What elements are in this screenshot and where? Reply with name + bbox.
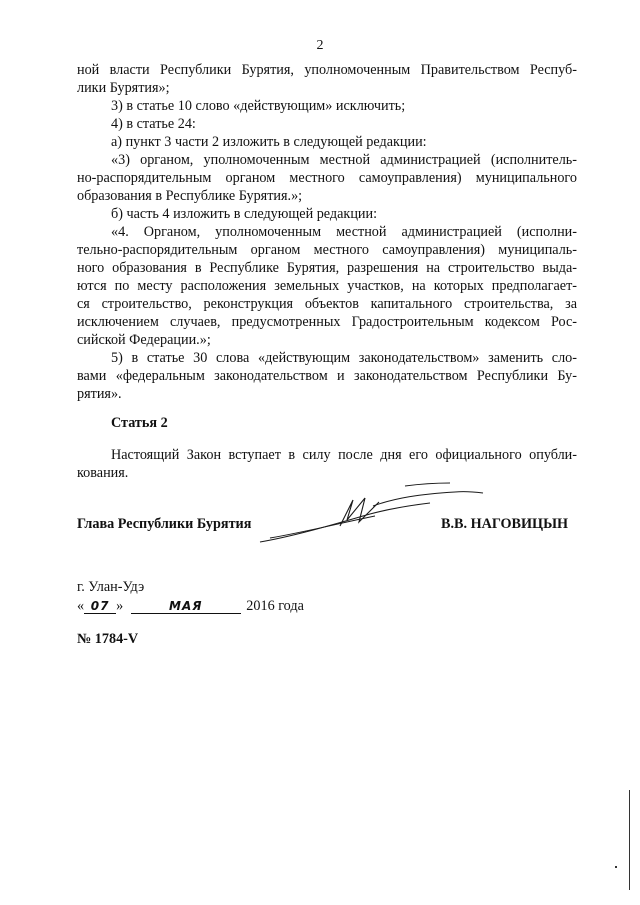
- text-line: 4) в статье 24:: [111, 116, 196, 132]
- text-line: ной власти Республики Бурятия, уполномоченным Правительством Респуб-: [77, 62, 577, 78]
- article-text-line: кования.: [77, 465, 129, 481]
- text-line: рятия».: [77, 386, 122, 402]
- text-line: 5) в статье 30 слова «действующим законодательством» заменить сло-: [111, 350, 577, 366]
- date-day: 07: [84, 599, 116, 614]
- document-number: № 1784-V: [77, 631, 139, 647]
- text-line: 3) в статье 10 слово «действующим» исключить;: [111, 98, 406, 114]
- page-number: 2: [316, 38, 324, 53]
- date-line: [77, 597, 577, 615]
- text-line: образования в Республике Бурятия.»;: [77, 188, 303, 204]
- text-line: тельно-распорядительным органом местного самоуправления) муниципаль-: [77, 242, 577, 258]
- handwritten-signature: [255, 478, 495, 548]
- date-close-quote: »: [116, 598, 124, 614]
- date-year: 2016 года: [246, 598, 304, 614]
- date-open-quote: «: [77, 598, 85, 614]
- text-line: ного образования в Республике Бурятия, разрешения на строительство выда-: [77, 260, 577, 276]
- date-month: МАЯ: [131, 599, 241, 614]
- text-line: «4. Органом, уполномоченным местной администрацией (исполни-: [111, 224, 577, 240]
- text-line: но-распорядительным органом местного самоуправления) муниципального: [77, 170, 577, 186]
- text-line: б) часть 4 изложить в следующей редакции:: [111, 206, 378, 222]
- text-line: лики Бурятия»;: [77, 80, 170, 96]
- text-line: исключением случаев, предусмотренных Градостроительным кодексом Рос-: [77, 314, 577, 330]
- signatory-name: В.В. НАГОВИЦЫН: [441, 516, 569, 532]
- scan-edge-mark: [629, 790, 630, 890]
- place: г. Улан-Удэ: [77, 579, 145, 595]
- article-text-line: Настоящий Закон вступает в силу после дня его официального опубли-: [111, 447, 577, 463]
- article-heading: Статья 2: [111, 415, 168, 431]
- text-line: вами «федеральным законодательством и законодательством Республики Бу-: [77, 368, 577, 384]
- text-line: а) пункт 3 части 2 изложить в следующей редакции:: [111, 134, 427, 150]
- text-line: сийской Федерации.»;: [77, 332, 211, 348]
- text-line: «3) органом, уполномоченным местной администрацией (исполнитель-: [111, 152, 577, 168]
- scan-dot-mark: [615, 866, 617, 868]
- text-line: ются по месту расположения земельных участков, на которых предполагает-: [77, 278, 577, 294]
- text-line: ся строительство, реконструкция объектов капитального строительства, за: [77, 296, 577, 312]
- signatory-position: Глава Республики Бурятия: [77, 516, 252, 532]
